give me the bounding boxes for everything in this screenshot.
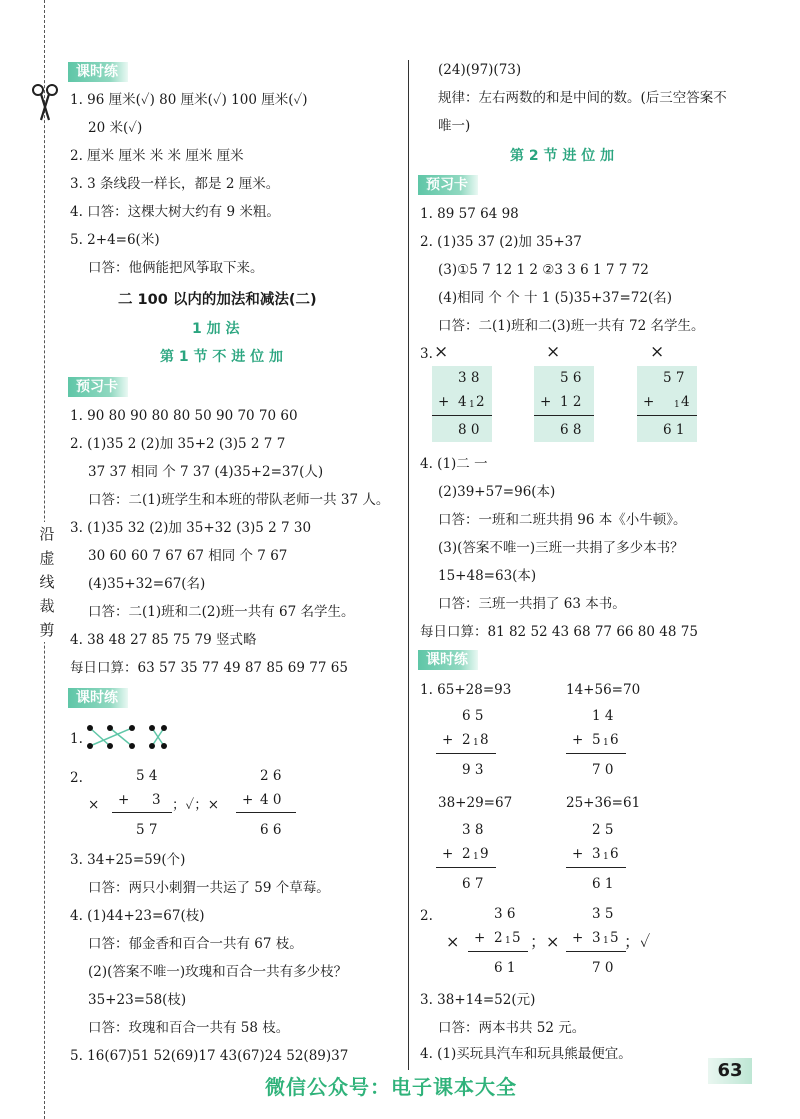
line: 每日口算：81 82 52 43 68 77 66 80 48 75 <box>420 624 698 640</box>
calc-bottom: 4 0 <box>260 792 282 808</box>
calc-op: + <box>442 846 454 862</box>
check-mark: × <box>88 797 100 813</box>
vertical-calc <box>432 366 492 442</box>
line: 35+23=58(枝) <box>88 992 187 1008</box>
tag-keshilian-1: 课时练 <box>68 62 128 82</box>
calc-result: 8 0 <box>458 422 480 438</box>
line: 38+29=67 <box>438 795 513 811</box>
calc-bottom: 3 <box>152 792 161 808</box>
line: 2. (1)35 2 (2)加 35+2 (3)5 2 7 7 <box>70 436 286 452</box>
calc-carry: 1 <box>473 738 479 748</box>
calc-op: + <box>438 394 450 410</box>
line: (2)(答案不唯一)玫瑰和百合一共有多少枝？ <box>88 964 348 980</box>
calc-b: 5 <box>592 732 601 748</box>
q-number: 3. <box>420 346 433 362</box>
calc-op: + <box>242 792 254 808</box>
calc-top: 2 5 <box>592 822 614 838</box>
line: 1. 65+28=93 <box>420 682 512 698</box>
vertical-calc <box>566 704 626 782</box>
calc-b2: 6 <box>610 846 619 862</box>
line: 3. 3 条线段一样长，都是 2 厘米。 <box>70 176 280 192</box>
line: 5. 16(67)51 52(69)17 43(67)24 52(89)37 <box>70 1048 349 1064</box>
calc-carry: 1 <box>469 400 475 410</box>
calc-op: + <box>442 732 454 748</box>
calc-result: 6 1 <box>663 422 685 438</box>
scissors-icon <box>31 82 59 126</box>
calc-b2: 5 <box>512 930 521 946</box>
dot-matching-figure <box>84 722 174 756</box>
line: 1. 90 80 90 80 80 50 90 70 70 60 <box>70 408 298 424</box>
line: 口答：他俩能把风筝取下来。 <box>88 260 264 276</box>
line: 口答：二(1)班学生和本班的带队老师一共 37 人。 <box>88 492 390 508</box>
line: (24)(97)(73) <box>438 62 522 78</box>
q-number: 2. <box>420 908 433 924</box>
calc-carry: 1 <box>603 738 609 748</box>
calc-b: 2 <box>462 846 471 862</box>
calc-top: 3 8 <box>462 822 484 838</box>
line: 3. (1)35 32 (2)加 35+32 (3)5 2 7 30 <box>70 520 312 536</box>
calc-op: + <box>572 732 584 748</box>
line: 5. 2+4=6(米) <box>70 232 160 248</box>
check-mark: ；✓ <box>624 932 651 951</box>
calc-b: 2 <box>462 732 471 748</box>
cross-mark: × <box>446 932 460 951</box>
calc-bottom: 4 <box>458 394 467 410</box>
calc-carry: 1 <box>674 400 680 410</box>
cross-mark: × <box>546 342 561 362</box>
calc-op: + <box>118 792 130 808</box>
line: 37 37 相同 个 7 37 (4)35+2=37(人) <box>88 464 324 480</box>
line: 4. 口答：这棵大树大约有 9 米粗。 <box>70 204 280 220</box>
line: 口答：两本书共 52 元。 <box>438 1020 586 1036</box>
calc-top: 1 4 <box>592 708 614 724</box>
section-title: 第 2 节 进 位 加 <box>510 148 615 164</box>
line: 3. 38+14=52(元) <box>420 992 536 1008</box>
cut-label-1: 沿 <box>36 522 58 546</box>
calc-b: 3 <box>592 930 601 946</box>
vertical-calc <box>468 902 528 980</box>
line: 1. 96 厘米(✓) 80 厘米(✓) 100 厘米(✓) <box>70 92 308 108</box>
line: 30 60 60 7 67 67 相同 个 7 67 <box>88 548 288 564</box>
line: 2. (1)35 37 (2)加 35+37 <box>420 234 582 250</box>
calc-carry: 1 <box>473 852 479 862</box>
calc-op: + <box>572 930 584 946</box>
line: 4. (1)买玩具汽车和玩具熊最便宜。 <box>420 1046 632 1062</box>
calc-top: 2 6 <box>260 768 282 784</box>
line: 口答：一班和二班共捐 96 本《小牛顿》。 <box>438 512 687 528</box>
cut-label-4: 裁 <box>36 594 58 618</box>
line: 15+48=63(本) <box>438 568 537 584</box>
calc-bottom2: 2 <box>476 394 485 410</box>
tag-keshilian-3: 课时练 <box>418 650 478 670</box>
calc-top: 5 4 <box>136 768 158 784</box>
calc-b2: 5 <box>610 930 619 946</box>
calc-top: 3 5 <box>592 906 614 922</box>
section-title: 第 1 节 不 进 位 加 <box>160 349 283 365</box>
column-divider <box>408 60 409 1070</box>
line: 口答：两只小刺猬一共运了 59 个草莓。 <box>88 880 330 896</box>
calc-bottom2: 4 <box>681 394 690 410</box>
vertical-calc <box>436 818 496 896</box>
line: (3)(答案不唯一)三班一共捐了多少本书？ <box>438 540 684 556</box>
cut-label-3: 线 <box>36 570 58 594</box>
q-number: 2. <box>70 770 83 786</box>
line: (3)①5 7 12 1 2 ②3 3 6 1 7 7 72 <box>438 262 649 278</box>
line: 14+56=70 <box>566 682 641 698</box>
page-number: 63 <box>708 1058 752 1084</box>
line: 口答：二(1)班和二(3)班一共有 72 名学生。 <box>438 318 705 334</box>
line: 1. 89 57 64 98 <box>420 206 519 222</box>
cut-label-2: 虚 <box>36 546 58 570</box>
calc-op: + <box>474 930 486 946</box>
calc-result: 7 0 <box>592 960 614 976</box>
line: 口答：二(1)班和二(2)班一共有 67 名学生。 <box>88 604 355 620</box>
cross-mark: × <box>434 342 449 362</box>
cross-mark: ；× <box>530 932 560 951</box>
calc-b2: 8 <box>480 732 489 748</box>
calc-carry: 1 <box>603 936 609 946</box>
calc-b2: 9 <box>480 846 489 862</box>
calc-result: 7 0 <box>592 762 614 778</box>
calc-result: 5 7 <box>136 822 158 838</box>
calc-top: 5 7 <box>663 370 685 386</box>
calc-top: 3 8 <box>458 370 480 386</box>
calc-b2: 6 <box>610 732 619 748</box>
cross-mark: × <box>650 342 665 362</box>
line: 规律：左右两数的和是中间的数。(后三空答案不 <box>438 90 727 106</box>
line: (2)39+57=96(本) <box>438 484 556 500</box>
vertical-calc <box>534 366 594 442</box>
line: 口答：玫瑰和百合一共有 58 枝。 <box>88 1020 290 1036</box>
calc-result: 6 6 <box>260 822 282 838</box>
vertical-calc <box>236 764 296 842</box>
calc-result: 6 8 <box>560 422 582 438</box>
watermark: 微信公众号：电子课本大全 <box>265 1075 517 1099</box>
calc-result: 6 1 <box>494 960 516 976</box>
calc-op: + <box>540 394 552 410</box>
calc-bottom: 1 2 <box>560 394 582 410</box>
line: 25+36=61 <box>566 795 641 811</box>
line: 唯一) <box>438 118 471 134</box>
q-number: 1. <box>70 731 83 747</box>
calc-top: 3 6 <box>494 906 516 922</box>
calc-op: + <box>572 846 584 862</box>
vertical-calc <box>637 366 697 442</box>
calc-result: 9 3 <box>462 762 484 778</box>
tag-yuxika-1: 预习卡 <box>68 377 128 397</box>
check-mark: ；✓；× <box>172 797 220 813</box>
line: 3. 34+25=59(个) <box>70 852 186 868</box>
vertical-calc <box>436 704 496 782</box>
calc-result: 6 1 <box>592 876 614 892</box>
calc-top: 6 5 <box>462 708 484 724</box>
calc-top: 5 6 <box>560 370 582 386</box>
calc-result: 6 7 <box>462 876 484 892</box>
line: 4. 38 48 27 85 75 79 竖式略 <box>70 632 257 648</box>
line: 20 米(✓) <box>88 120 143 136</box>
calc-b: 3 <box>592 846 601 862</box>
line: 口答：三班一共捐了 63 本书。 <box>438 596 626 612</box>
calc-op: + <box>643 394 655 410</box>
vertical-calc <box>566 818 626 896</box>
line: (4)35+32=67(名) <box>88 576 206 592</box>
unit-title: 1 加 法 <box>192 321 240 337</box>
chapter-title: 二 100 以内的加法和减法(二) <box>118 292 317 308</box>
vertical-calc <box>112 764 172 842</box>
tag-yuxika-2: 预习卡 <box>418 175 478 195</box>
line: 口答：郁金香和百合一共有 67 枝。 <box>88 936 303 952</box>
calc-carry: 1 <box>505 936 511 946</box>
calc-carry: 1 <box>603 852 609 862</box>
line: (4)相同 个 个 十 1 (5)35+37=72(名) <box>438 290 672 306</box>
cut-label-5: 剪 <box>36 618 58 642</box>
line: 4. (1)二 一 <box>420 456 488 472</box>
line: 4. (1)44+23=67(枝) <box>70 908 205 924</box>
tag-keshilian-2: 课时练 <box>68 688 128 708</box>
vertical-calc <box>566 902 626 980</box>
calc-b: 2 <box>494 930 503 946</box>
line: 每日口算：63 57 35 77 49 87 85 69 77 65 <box>70 660 348 676</box>
line: 2. 厘米 厘米 米 米 厘米 厘米 <box>70 148 244 164</box>
